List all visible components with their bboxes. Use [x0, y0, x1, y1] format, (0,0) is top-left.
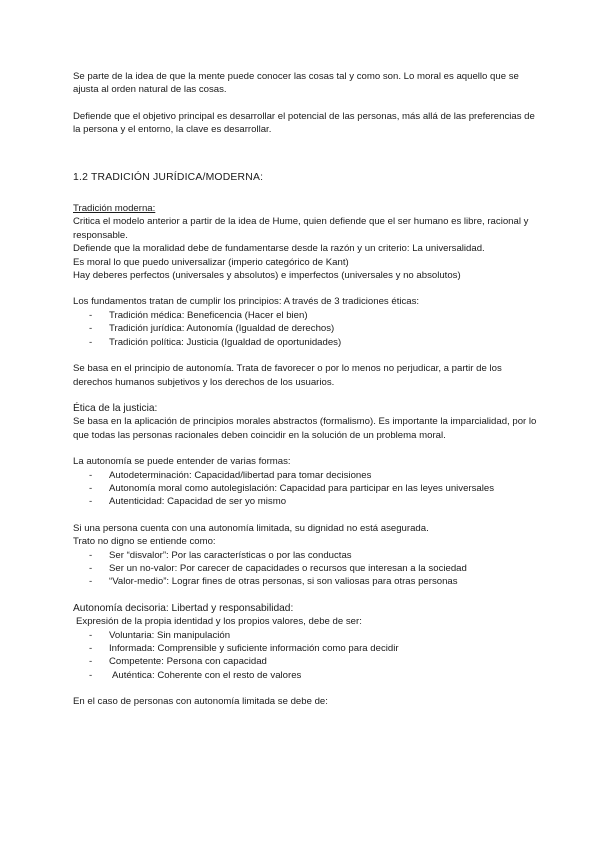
moderna-label: Tradición moderna: [73, 203, 156, 215]
section-heading: 1.2 TRADICIÓN JURÍDICA/MODERNA: [73, 171, 264, 183]
intro-paragraph-1: Se parte de la idea de que la mente puede conocer las cosas tal y como son. Lo moral es aquello que se ajusta al orden natural de las cosas. [73, 71, 519, 96]
list-item: - Autonomía moral como autolegislación: Capacidad para participar en las leyes universales [73, 482, 538, 495]
decisoria-subtitle: Expresión de la propia identidad y los propios valores, debe de ser: [76, 616, 362, 628]
list-item: - Tradición política: Justicia (Igualdad de oportunidades) [73, 336, 538, 349]
list-item: - Autenticidad: Capacidad de ser yo mismo [73, 495, 538, 508]
intro-paragraph-2: Defiende que el objetivo principal es desarrollar el potencial de las personas, más allá de las preferencias de la persona y el entorno, la clave es desarrollar. [73, 110, 535, 136]
list-item: - Ser “disvalor”: Por las características o por las conductas [73, 549, 538, 562]
trato-no-digno-list [73, 549, 538, 589]
decisoria-title: Autonomía decisoria: Libertad y responsabilidad: [73, 602, 294, 614]
list-item: - Informada: Comprensible y suficiente información como para decidir [73, 642, 538, 655]
fundamentos-intro: Los fundamentos tratan de cumplir los principios: A través de 3 tradiciones éticas: [73, 296, 420, 308]
list-item: - Ser un no-valor: Por carecer de capacidades o recursos que interesan a la sociedad [73, 562, 538, 575]
autonomia-principio-paragraph: Se basa en el principio de autonomía. Trata de favorecer o por lo menos no perjudicar, a partir de los derechos humanos subjetivos y los derechos de los usuarios. [73, 363, 502, 388]
moderna-line-2: Defiende que la moralidad debe de fundamentarse desde la razón y un criterio: La universalidad. [73, 243, 485, 255]
limitada-line-1: Si una persona cuenta con una autonomía limitada, su dignidad no está asegurada. [73, 522, 429, 534]
moderna-line-4: Hay deberes perfectos (universales y absolutos) e imperfectos (universales y no absolutos) [73, 270, 461, 282]
document-content [73, 70, 538, 709]
formas-list [73, 469, 538, 509]
list-item: - Auténtica: Coherente con el resto de valores [73, 669, 538, 682]
moderna-line-3: Es moral lo que puedo universalizar (imperio categórico de Kant) [73, 256, 349, 268]
final-paragraph: En el caso de personas con autonomía limitada se debe de: [73, 696, 328, 708]
list-item: - Tradición médica: Beneficencia (Hacer el bien) [73, 309, 538, 322]
list-item: - “Valor-medio”: Lograr fines de otras personas, si son valiosas para otras personas [73, 575, 538, 588]
decisoria-list [73, 629, 538, 683]
list-item: - Voluntaria: Sin manipulación [73, 629, 538, 642]
list-item: - Tradición jurídica: Autonomía (Igualdad de derechos) [73, 322, 538, 335]
list-item: - Autodeterminación: Capacidad/libertad para tomar decisiones [73, 469, 538, 482]
formas-intro: La autonomía se puede entender de varias formas: [73, 456, 291, 468]
justicia-text: Se basa en la aplicación de principios morales abstractos (formalismo). Es importante la imparcialidad, por lo que todas las personas racionales deben coincidir en la solución de un problema moral. [73, 416, 537, 441]
limitada-line-2: Trato no digno se entiende como: [73, 536, 216, 548]
list-item: - Competente: Persona con capacidad [73, 655, 538, 668]
fundamentos-list [73, 309, 538, 349]
justicia-title: Ética de la justicia: [73, 402, 158, 414]
moderna-line-1: Critica el modelo anterior a partir de la idea de Hume, quien defiende que el ser humano es libre, racional y responsable. [73, 216, 529, 241]
